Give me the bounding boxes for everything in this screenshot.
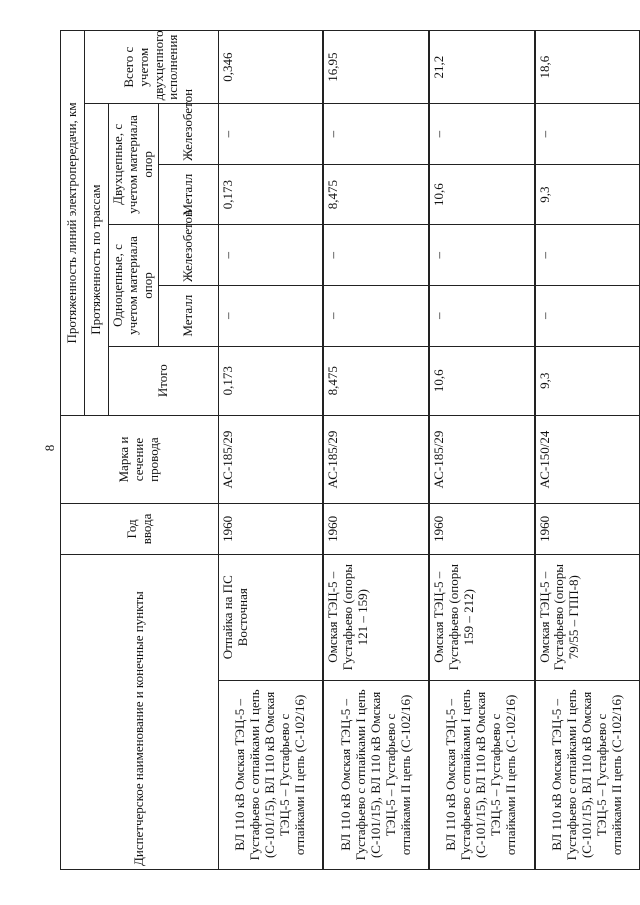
year-cell: 1960: [323, 504, 429, 554]
single-concrete-cell: –: [323, 225, 429, 286]
table-row: [429, 31, 535, 870]
header-double-chain: Двухцепные, с учетом материала опор: [109, 104, 159, 225]
single-concrete-cell: –: [429, 225, 535, 286]
year-cell: 1960: [219, 504, 324, 554]
double-concrete-cell: –: [429, 104, 535, 165]
double-metal-cell: 0,173: [219, 164, 324, 225]
single-metal-cell: –: [323, 285, 429, 346]
header-double-concrete: Железобетон: [159, 104, 219, 165]
grand-total-cell: 21,2: [429, 31, 535, 104]
total-cell: 8,475: [323, 346, 429, 415]
end-points: Омская ТЭЦ-5 – Густафьево (опоры 79/55 – ГПП-8): [535, 554, 640, 680]
total-cell: 10,6: [429, 346, 535, 415]
line-name: ВЛ 110 кВ Омская ТЭЦ-5 – Густафьево с отпайками I цепь (С-101/15), ВЛ 110 кВ Омская ТЭЦ-5 – Густафьево с отпайками II цепь (С-102/16): [219, 680, 324, 869]
single-metal-cell: –: [219, 285, 324, 346]
single-metal-cell: –: [535, 285, 640, 346]
header-single-metal: Металл: [159, 285, 219, 346]
power-lines-table: [60, 30, 640, 870]
grand-total-cell: 16,95: [323, 31, 429, 104]
year-cell: 1960: [535, 504, 640, 554]
header-single-concrete: Железобетон: [159, 225, 219, 286]
header-name: Диспетчерское наименование и конечные пункты: [61, 554, 219, 869]
year-cell: 1960: [429, 504, 535, 554]
total-cell: 0,173: [219, 346, 324, 415]
single-metal-cell: –: [429, 285, 535, 346]
wire-cell: АС-185/29: [219, 415, 324, 503]
total-cell: 9,3: [535, 346, 640, 415]
single-concrete-cell: –: [219, 225, 324, 286]
line-name: ВЛ 110 кВ Омская ТЭЦ-5 – Густафьево с отпайками I цепь (С-101/15), ВЛ 110 кВ Омская ТЭЦ-5 – Густафьево с отпайками II цепь (С-102/16): [535, 680, 640, 869]
grand-total-cell: 18,6: [535, 31, 640, 104]
wire-cell: АС-185/29: [323, 415, 429, 503]
header-double-metal: Металл: [159, 164, 219, 225]
end-points: Отпайка на ПС Восточная: [219, 554, 324, 680]
table-row: [323, 31, 429, 870]
header-total-double: Всего с учетом двухцепного исполнения: [85, 31, 219, 104]
header-wire: Марка и сечение провода: [61, 415, 219, 503]
rotated-table-wrapper: [60, 30, 640, 870]
double-concrete-cell: –: [535, 104, 640, 165]
wire-cell: АС-150/24: [535, 415, 640, 503]
header-by-routes: Протяженность по трассам: [85, 104, 109, 416]
double-concrete-cell: –: [219, 104, 324, 165]
end-points: Омская ТЭЦ-5 – Густафьево (опоры 121 – 159): [323, 554, 429, 680]
page-number: 8: [42, 444, 57, 452]
table-row: [535, 31, 640, 870]
header-year: Год ввода: [61, 504, 219, 554]
header-single-chain: Одноцепные, с учетом материала опор: [109, 225, 159, 346]
header-length-group: Протяженность линий электропередачи, км: [61, 31, 85, 416]
double-metal-cell: 9,3: [535, 164, 640, 225]
line-name: ВЛ 110 кВ Омская ТЭЦ-5 – Густафьево с отпайками I цепь (С-101/15), ВЛ 110 кВ Омская ТЭЦ-5 – Густафьево с отпайками II цепь (С-102/16): [429, 680, 535, 869]
double-metal-cell: 10,6: [429, 164, 535, 225]
single-concrete-cell: –: [535, 225, 640, 286]
double-concrete-cell: –: [323, 104, 429, 165]
grand-total-cell: 0,346: [219, 31, 324, 104]
double-metal-cell: 8,475: [323, 164, 429, 225]
table-row: [219, 31, 324, 870]
end-points: Омская ТЭЦ-5 – Густафьево (опоры 159 – 212): [429, 554, 535, 680]
header-total-routes: Итого: [109, 346, 219, 415]
wire-cell: АС-185/29: [429, 415, 535, 503]
line-name: ВЛ 110 кВ Омская ТЭЦ-5 – Густафьево с отпайками I цепь (С-101/15), ВЛ 110 кВ Омская ТЭЦ-5 – Густафьево с отпайками II цепь (С-102/16): [323, 680, 429, 869]
